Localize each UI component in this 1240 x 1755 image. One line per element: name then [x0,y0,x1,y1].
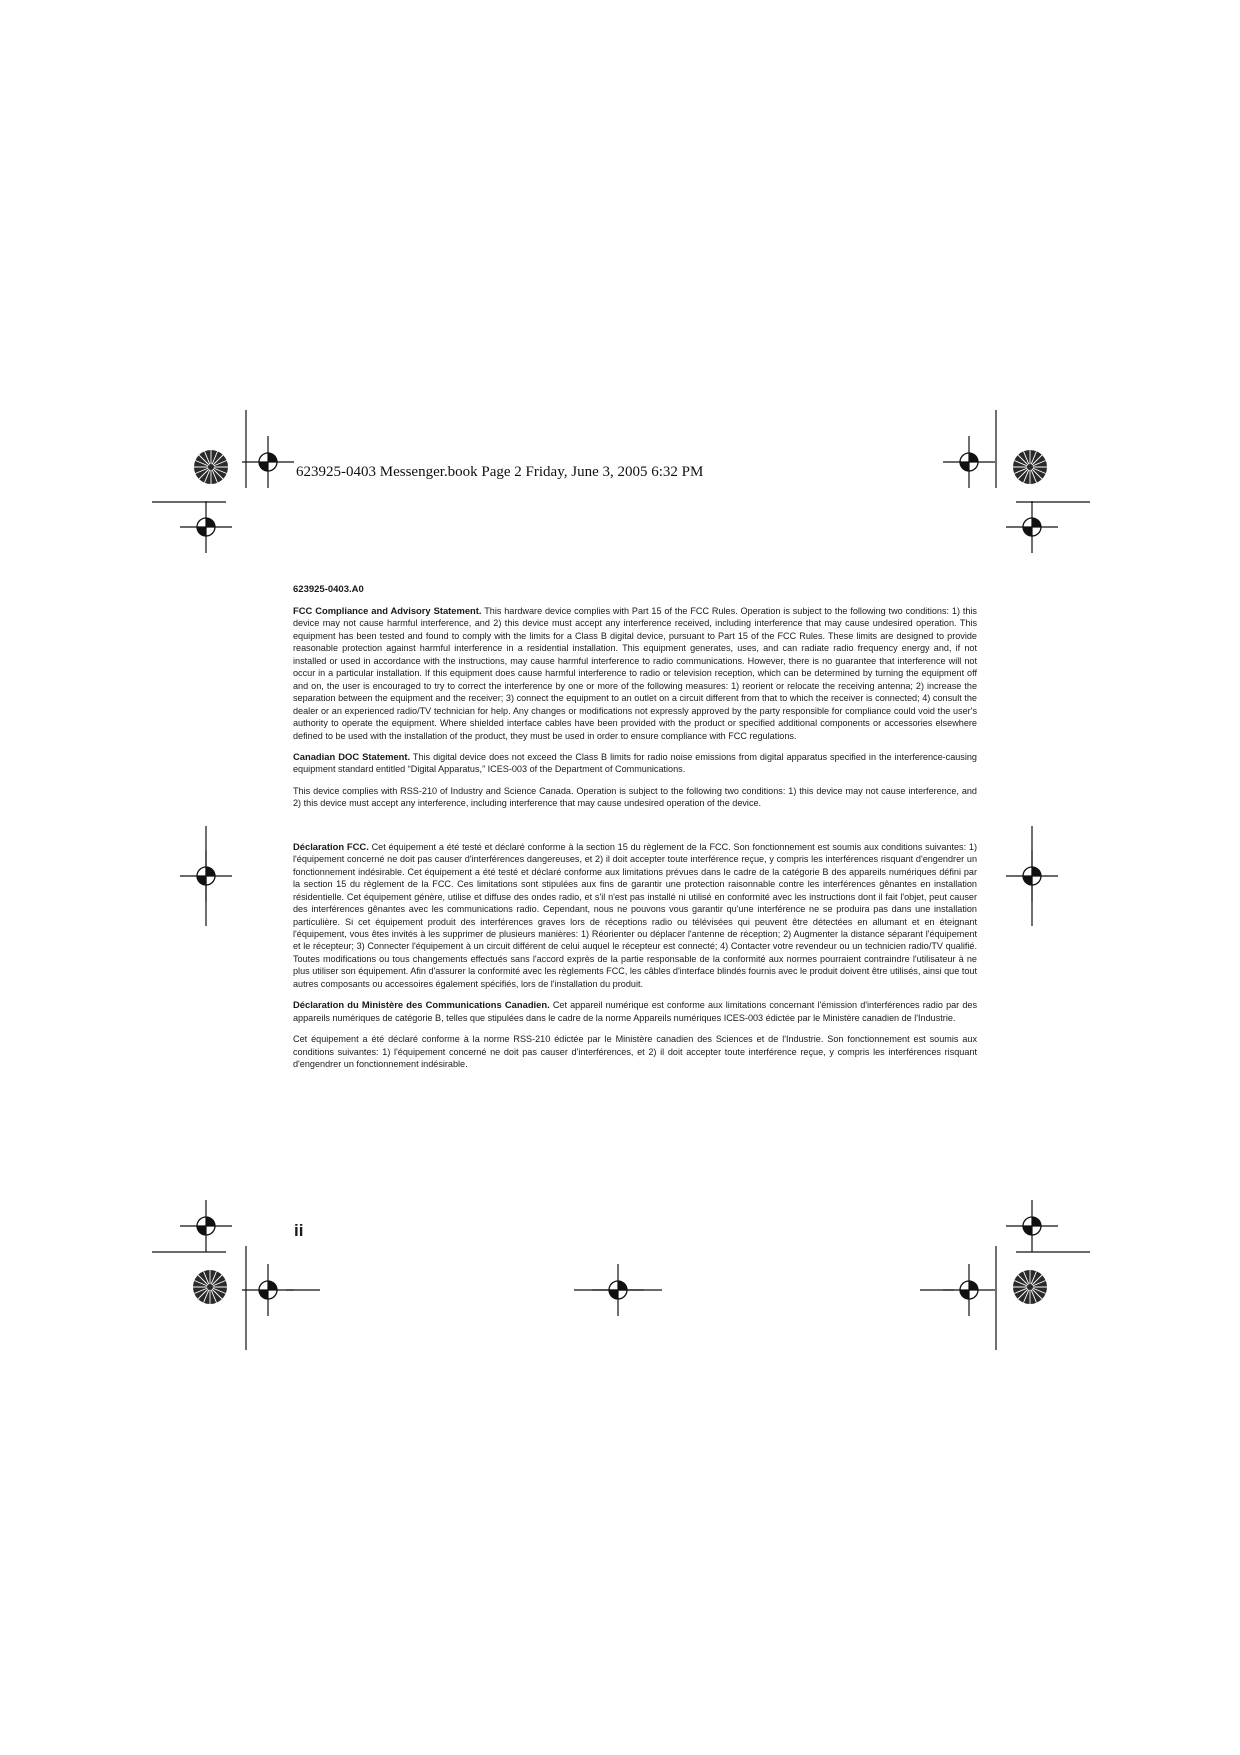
document-body [293,584,977,1080]
canadian-doc-statement [293,751,977,776]
book-slug-line: 623925-0403 Messenger.book Page 2 Friday, June 3, 2005 6:32 PM [296,464,704,480]
canadian-doc-body: This digital device does not exceed the Class B limits for radio noise emissions from digital apparatus specified in the interference-causing equipment standard entitled “Digital Apparatus,” ICES-003 of the Department of Communications. [293,751,977,775]
rss210-statement [293,785,977,810]
declaration-fcc-body: Cet équipement a été testé et déclaré conforme à la section 15 du règlement de la FCC. Son fonctionnement est soumis aux conditions suivantes: 1) l'équipement concerné ne doit pas causer d'interférences dangereuses, et 2) il doit accepter toute interférence reçue, y compris les interférences risquant d'engendrer un fonctionnement indésirable. Cet équipement a été testé et déclaré conforme aux limitations prévues dans le cadre de la catégorie B des appareils numériques défini par la section 15 du règlement de la FCC. Ces limitations sont stipulées aux fins de garantir une protection raisonnable contre les interférences gênantes en installation résidentielle. Cet équipement génère, utilise et diffuse des ondes radio, et s'il n'est pas installé ni utilisé en conformité avec les instructions dont il fait l'objet, peut causer des interférences gênantes avec les communications radio. Cependant, nous ne pouvons vous garantir qu'une interférence ne se produira pas dans une installation particulière. Si cet équipement produit des interférences graves lors de réceptions radio ou télévisées qui peuvent être détectées en allumant et en éteignant l'équipement, vous êtes invités à les supprimer de plusieurs manières: 1) Réorienter ou déplacer l'antenne de réception; 2) Augmenter la distance séparant l'équipement et le récepteur; 3) Connecter l'équipement à un circuit différent de celui auquel le récepteur est connecté; 4) Contacter votre revendeur ou un technicien radio/TV qualifié. Toutes modifications ou tous changements effectués sans l'accord exprès de la partie responsable de la conformité aux normes pourraient contraindre l'utilisateur à ne plus utiliser son équipement. Afin d'assurer la conformité avec les règlements FCC, les câbles d'interface blindés fournis avec le produit doivent être utilisés, ainsi que tout autres composants ou accessoires également spécifiés, lors de l'installation du produit. [293,841,977,989]
fcc-statement [293,605,977,742]
page-number: ii [294,1221,304,1240]
declaration-fcc [293,841,977,990]
fcc-statement-heading: FCC Compliance and Advisory Statement. [293,605,482,616]
declaration-fcc-heading: Déclaration FCC. [293,840,369,852]
rss210-fr-body: Cet équipement a été déclaré conforme à la norme RSS-210 édictée par le Ministère canadien des Sciences et de l'Industrie. Son fonctionnement est soumis aux conditions suivantes: 1) l'équipement concerné ne doit pas causer d'interférences, et 2) il doit accepter toute interférence reçue, y compris les interférences risquant d'engendrer un fonctionnement indésirable. [293,1034,977,1070]
rss210-body: This device complies with RSS-210 of Industry and Science Canada. Operation is subject to the following two conditions: 1) this device may not cause interference, and 2) this device must accept any interference, including interference that may cause undesired operation of the device. [293,785,977,809]
rss210-statement-fr [293,1033,977,1070]
declaration-ministere-heading: Déclaration du Ministère des Communications Canadien. [293,999,550,1011]
declaration-ministere-body: Cet appareil numérique est conforme aux limitations concernant l'émission d'interférences radio par des appareils numériques de catégorie B, telles que stipulées dans le cadre de la norme Appareils numériques ICES-003 édictée par le Ministère canadien de l'Industrie. [293,1000,977,1023]
document-number: 623925-0403.A0 [293,584,364,595]
canadian-doc-heading: Canadian DOC Statement. [293,750,411,762]
declaration-ministere [293,999,977,1024]
section-spacer [293,819,977,841]
fcc-statement-body: This hardware device complies with Part 15 of the FCC Rules. Operation is subject to the following two conditions: 1) this device may not cause harmful interference, and 2) this device must accept any interference received, including interference that may cause undesired operation. This equipment has been tested and found to comply with the limits for a Class B digital device, pursuant to Part 15 of the FCC Rules. These limits are designed to provide reasonable protection against harmful interference in a residential installation. This equipment generates, uses, and can radiate radio frequency energy and, if not installed or used in accordance with the instructions, may cause harmful interference to radio communications. However, there is no guarantee that interference will not occur in a particular installation. If this equipment does cause harmful interference to radio or television reception, which can be determined by turning the equipment off and on, the user is encouraged to try to correct the interference by one or more of the following measures: 1) reorient or relocate the receiving antenna; 2) increase the separation between the equipment and the receiver; 3) connect the equipment to an outlet on a circuit different from that to which the receiver is connected; 4) consult the dealer or an experienced radio/TV technician for help. Any changes or modifications not expressly approved by the party responsible for compliance could void the user's authority to operate the equipment. Where shielded interface cables have been provided with the product or specified additional components or accessories elsewhere defined to be used with the installation of the product, they must be used in order to ensure compliance with FCC regulations. [293,606,977,741]
